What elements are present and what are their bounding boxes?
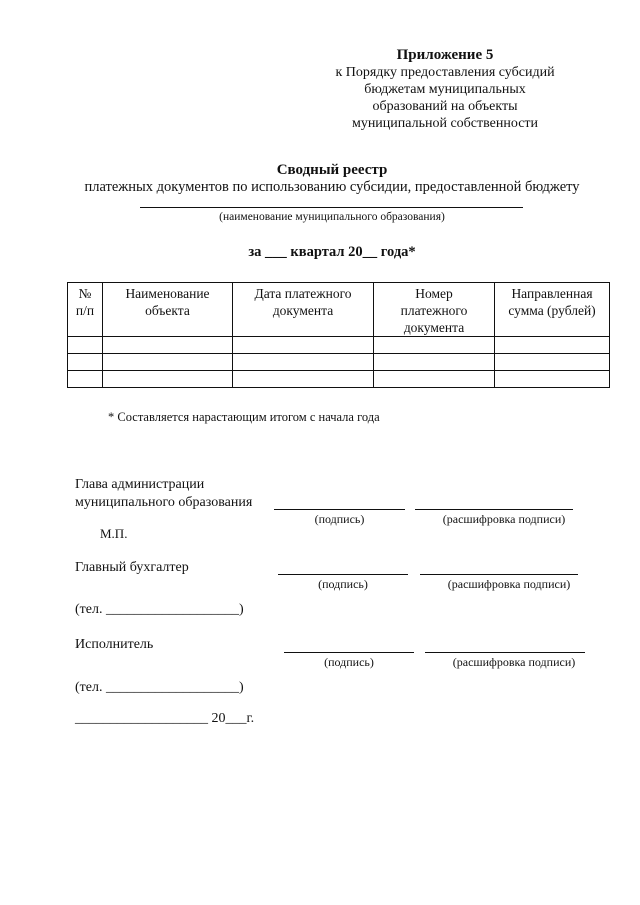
appendix-heading: Приложение 5: [396, 47, 494, 63]
municipality-name-field[interactable]: [140, 207, 523, 208]
table-cell[interactable]: [233, 371, 374, 388]
head-decode-line[interactable]: [415, 509, 573, 510]
sign-caption: (подпись): [314, 512, 365, 526]
table-row: [68, 371, 610, 388]
decode-caption: (расшифровка подписи): [452, 655, 576, 669]
header-text: объекта: [145, 303, 190, 318]
header-text: Наименование: [125, 286, 210, 301]
appendix-line: к Порядку предоставления субсидий: [335, 65, 555, 80]
header-cell-number: [68, 283, 103, 337]
register-table: [67, 282, 610, 388]
accountant-phone[interactable]: (тел. ___________________): [75, 602, 244, 617]
date-line[interactable]: ___________________ 20___г.: [75, 711, 255, 726]
header-text: п/п: [75, 303, 95, 318]
appendix-line: образований на объекты: [372, 99, 518, 114]
header-text: платежного: [400, 303, 468, 318]
executor-label: Исполнитель: [75, 637, 154, 652]
table-cell[interactable]: [374, 337, 495, 354]
stamp-label: М.П.: [100, 526, 128, 541]
accountant-signature-line[interactable]: [278, 574, 408, 575]
table-cell[interactable]: [103, 371, 233, 388]
municipality-caption: (наименование муниципального образования): [219, 211, 445, 223]
table-cell[interactable]: [495, 337, 610, 354]
table-cell[interactable]: [374, 371, 495, 388]
decode-caption: (расшифровка подписи): [442, 512, 566, 526]
footnote: * Составляется нарастающим итогом с начала года: [108, 410, 380, 424]
header-cell-doc-number: [374, 283, 495, 337]
header-text: Номер: [415, 286, 453, 301]
table-row: [68, 354, 610, 371]
table-cell[interactable]: [495, 354, 610, 371]
period-heading: за ___ квартал 20__ года*: [248, 244, 416, 260]
header-cell-amount: [495, 283, 610, 337]
table-header-row: [68, 283, 610, 337]
appendix-line: муниципальной собственности: [351, 116, 539, 131]
table-cell[interactable]: [68, 354, 103, 371]
decode-caption: (расшифровка подписи): [447, 577, 571, 591]
table-cell[interactable]: [374, 354, 495, 371]
sign-caption: (подпись): [318, 577, 368, 591]
head-signature-line[interactable]: [274, 509, 405, 510]
table-cell[interactable]: [68, 337, 103, 354]
head-title-line1: Глава администрации: [75, 477, 205, 492]
header-text: сумма (рублей): [508, 303, 596, 318]
document-title: Сводный реестр: [276, 162, 388, 178]
header-text: документа: [403, 320, 465, 335]
table-cell[interactable]: [233, 354, 374, 371]
table-cell[interactable]: [103, 354, 233, 371]
executor-decode-line[interactable]: [425, 652, 585, 653]
table-cell[interactable]: [495, 371, 610, 388]
table-row: [68, 337, 610, 354]
header-text: №: [78, 286, 92, 301]
header-text: Дата платежного: [254, 286, 352, 301]
head-title-line2: муниципального образования: [75, 495, 253, 510]
table-cell[interactable]: [233, 337, 374, 354]
appendix-line: бюджетам муниципальных: [364, 82, 526, 97]
executor-signature-line[interactable]: [284, 652, 414, 653]
sign-caption: (подпись): [324, 655, 374, 669]
header-text: документа: [272, 303, 334, 318]
header-text: Направленная: [511, 286, 593, 301]
header-cell-object: [103, 283, 233, 337]
table-cell[interactable]: [103, 337, 233, 354]
document-subtitle: платежных документов по использованию субсидии, предоставленной бюджету: [84, 179, 580, 195]
accountant-decode-line[interactable]: [420, 574, 578, 575]
appendix-block: [300, 47, 590, 132]
header-cell-date: [233, 283, 374, 337]
accountant-label: Главный бухгалтер: [75, 560, 189, 575]
table-cell[interactable]: [68, 371, 103, 388]
executor-phone[interactable]: (тел. ___________________): [75, 680, 244, 695]
